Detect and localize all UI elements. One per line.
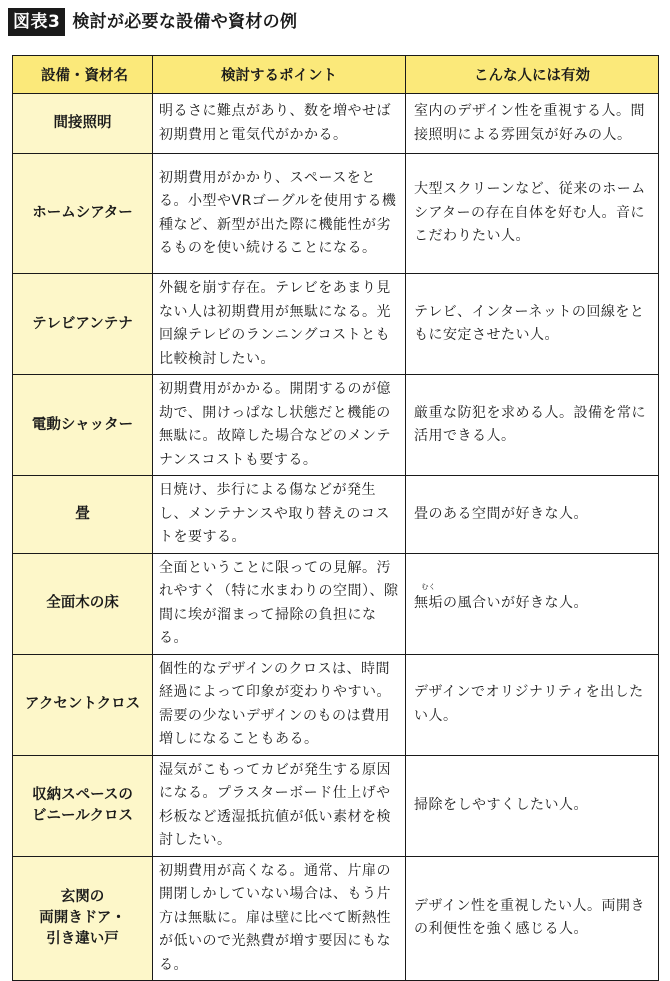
table-row [13, 755, 659, 856]
row-name: 玄関の 両開きドア・ 引き違い戸 [13, 856, 153, 981]
table-row [13, 654, 659, 755]
row-who: 掃除をしやすくしたい人。 [406, 755, 659, 856]
row-who: テレビ、インターネットの回線をともに安定させたい人。 [406, 274, 659, 375]
ruby-base: 無垢 [414, 594, 443, 611]
row-who [406, 553, 659, 654]
table-row [13, 154, 659, 274]
row-who-rest: の風合いが好きな人。 [443, 594, 588, 611]
table-row [13, 94, 659, 154]
row-who: 畳のある空間が好きな人。 [406, 476, 659, 554]
ruby-word [414, 582, 443, 616]
table-header-row [13, 56, 659, 94]
table-row [13, 553, 659, 654]
row-point: 初期費用がかかり、スペースをとる。小型やVRゴーグルを使用する機種など、新型が出た際に機能性が劣るものを使い続けることになる。 [153, 154, 406, 274]
row-name: 畳 [13, 476, 153, 554]
row-who: 厳重な防犯を求める人。設備を常に活用できる人。 [406, 375, 659, 476]
row-who: デザインでオリジナリティを出したい人。 [406, 654, 659, 755]
equipment-table [12, 55, 659, 981]
row-name: アクセントクロス [13, 654, 153, 755]
row-name: 全面木の床 [13, 553, 153, 654]
row-name: ホームシアター [13, 154, 153, 274]
ruby-reading: むく [421, 582, 436, 591]
table-row [13, 856, 659, 981]
row-who: 室内のデザイン性を重視する人。間接照明による雰囲気が好みの人。 [406, 94, 659, 154]
figure-label: 図表3 [8, 8, 65, 36]
header-points-to-consider: 検討するポイント [153, 56, 406, 94]
table-row [13, 274, 659, 375]
table-row [13, 476, 659, 554]
table-row [13, 375, 659, 476]
figure-title-bar [8, 8, 297, 36]
row-point: 初期費用が高くなる。通常、片扉の開閉しかしていない場合は、もう片方は無駄に。扉は壁に比べて断熱性が低いので光熱費が増す要因にもなる。 [153, 856, 406, 981]
row-point: 個性的なデザインのクロスは、時間経過によって印象が変わりやすい。需要の少ないデザインのものは費用増しになることもある。 [153, 654, 406, 755]
row-point: 湿気がこもってカビが発生する原因になる。プラスターボード仕上げや杉板など透湿抵抗値が低い素材を検討したい。 [153, 755, 406, 856]
row-name: 収納スペースの ビニールクロス [13, 755, 153, 856]
row-point: 全面ということに限っての見解。汚れやすく（特に水まわりの空間）、隙間に埃が溜まって掃除の負担になる。 [153, 553, 406, 654]
header-effective-for: こんな人には有効 [406, 56, 659, 94]
row-who: 大型スクリーンなど、従来のホームシアターの存在自体を好む人。音にこだわりたい人。 [406, 154, 659, 274]
row-point: 明るさに難点があり、数を増やせば初期費用と電気代がかかる。 [153, 94, 406, 154]
row-point: 外観を崩す存在。テレビをあまり見ない人は初期費用が無駄になる。光回線テレビのランニングコストとも比較検討したい。 [153, 274, 406, 375]
header-equipment-name: 設備・資材名 [13, 56, 153, 94]
row-name: テレビアンテナ [13, 274, 153, 375]
row-point: 日焼け、歩行による傷などが発生し、メンテナンスや取り替えのコストを要する。 [153, 476, 406, 554]
row-name: 電動シャッター [13, 375, 153, 476]
row-who: デザイン性を重視したい人。両開きの利便性を強く感じる人。 [406, 856, 659, 981]
row-name: 間接照明 [13, 94, 153, 154]
row-point: 初期費用がかかる。開閉するのが億劫で、開けっぱなし状態だと機能の無駄に。故障した場合などのメンテナンスコストも要する。 [153, 375, 406, 476]
figure-title: 検討が必要な設備や資材の例 [72, 12, 298, 32]
